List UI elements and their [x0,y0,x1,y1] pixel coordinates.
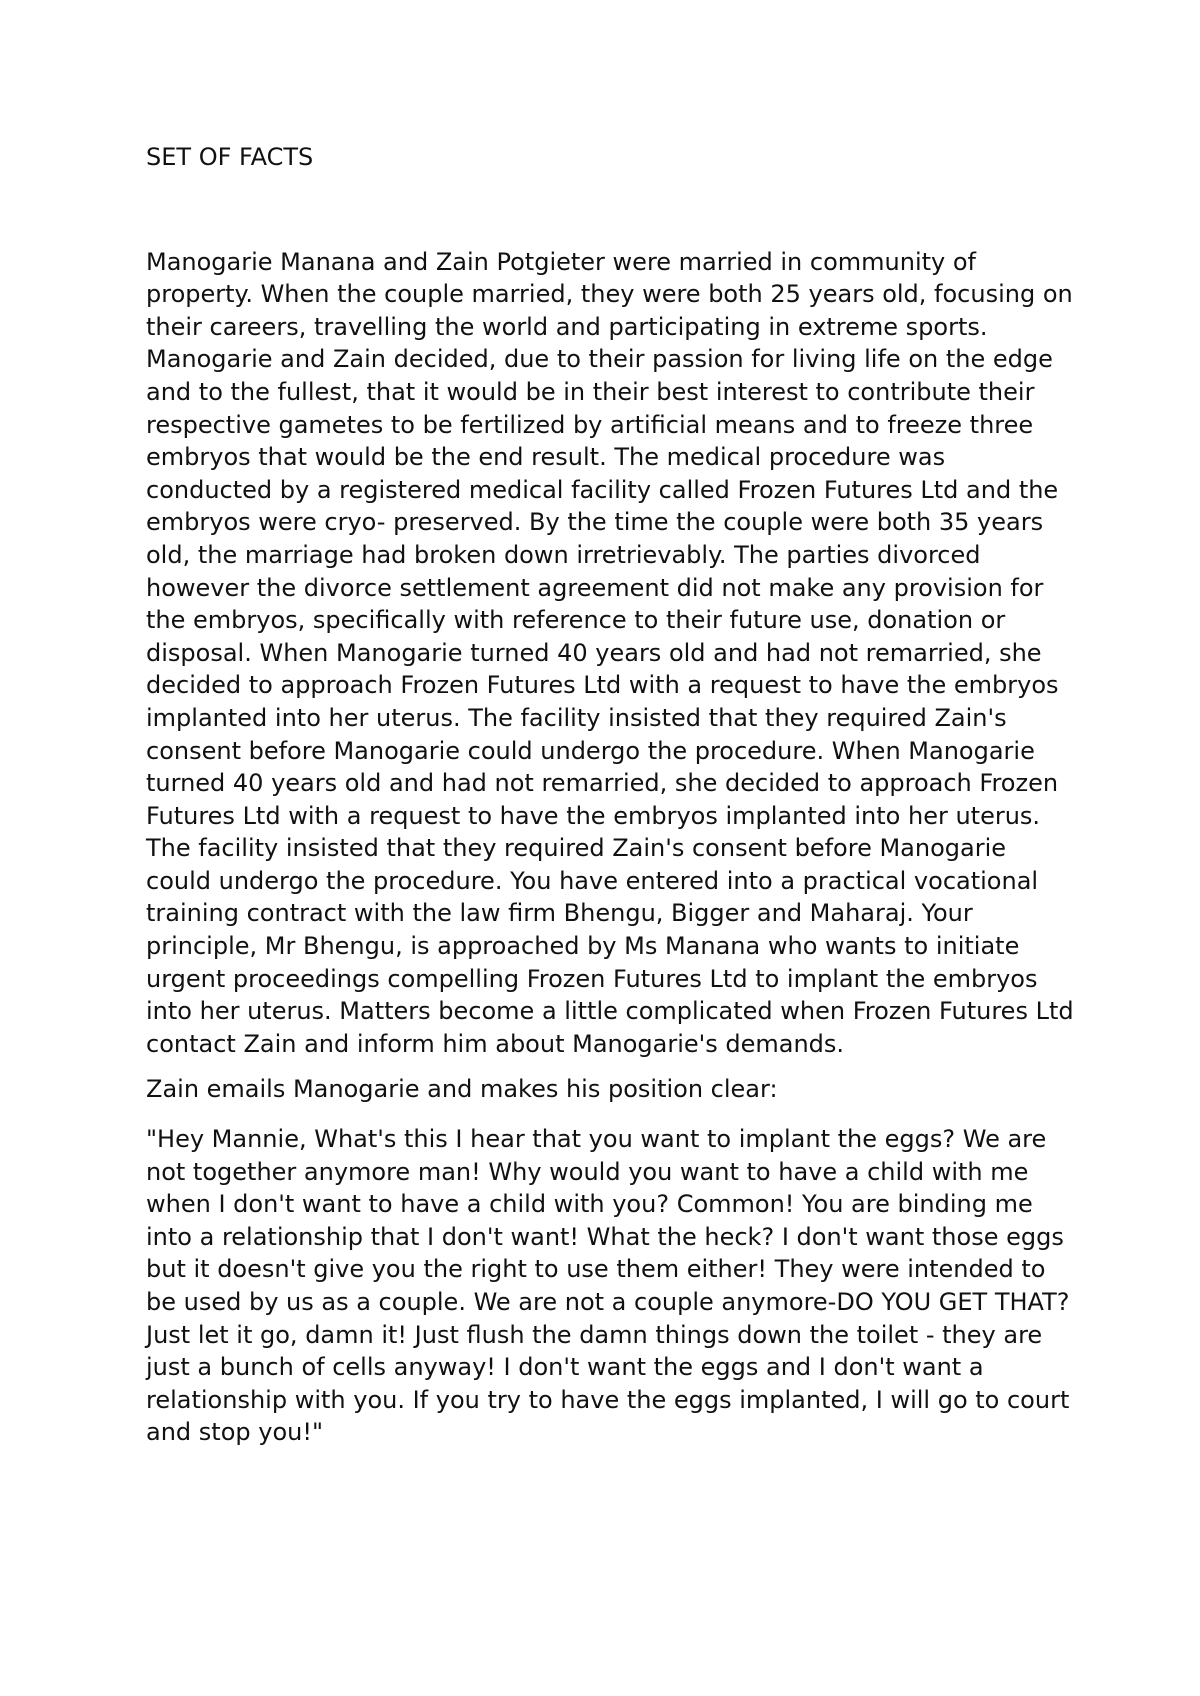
email-quote-paragraph: "Hey Mannie, What's this I hear that you want to implant the eggs? We are not together anymore man! Why would you want to have a child with me when I don't want to have a child with you? Common! You are binding me into a relationship that I don't want! What the heck? I don't want those eggs but it doesn't give you the right to use them either! They were intended to be used by us as a couple. We are not a couple anymore-DO YOU GET THAT?Just let it go, damn it! Just flush the damn things down the toilet - they are just a bunch of cells anyway! I don't want the eggs and I don't want a relationship with you. If you try to have the eggs implanted, I will go to court and stop you!" [146,1125,1070,1447]
email-intro-paragraph: Zain emails Manogarie and makes his position clear: [146,1075,778,1104]
document-body [146,141,1076,1449]
facts-paragraph: Manogarie Manana and Zain Potgieter were married in community of property. When the couple married, they were both 25 years old, focusing on their careers, travelling the world and participating in extreme sports. Manogarie and Zain decided, due to their passion for living life on the edge and to the fullest, that it would be in their best interest to contribute their respective gametes to be fertilized by artificial means and to freeze three embryos that would be the end result. The medical procedure was conducted by a registered medical facility called Frozen Futures Ltd and the embryos were cryo- preserved. By the time the couple were both 35 years old, the marriage had broken down irretrievably. The parties divorced however the divorce settlement agreement did not make any provision for the embryos, specifically with reference to their future use, donation or disposal. When Manogarie turned 40 years old and had not remarried, she decided to approach Frozen Futures Ltd with a request to have the embryos implanted into her uterus. The facility insisted that they required Zain's consent before Manogarie could undergo the procedure. When Manogarie turned 40 years old and had not remarried, she decided to approach Frozen Futures Ltd with a request to have the embryos implanted into her uterus. The facility insisted that they required Zain's consent before Manogarie could undergo the procedure. You have entered into a practical vocational training contract with the law firm Bhengu, Bigger and Maharaj. Your principle, Mr Bhengu, is approached by Ms Manana who wants to initiate urgent proceedings compelling Frozen Futures Ltd to implant the embryos into her uterus. Matters become a little complicated when Frozen Futures Ltd contact Zain and inform him about Manogarie's demands. [146,247,1074,1058]
document-heading: SET OF FACTS [146,143,314,171]
